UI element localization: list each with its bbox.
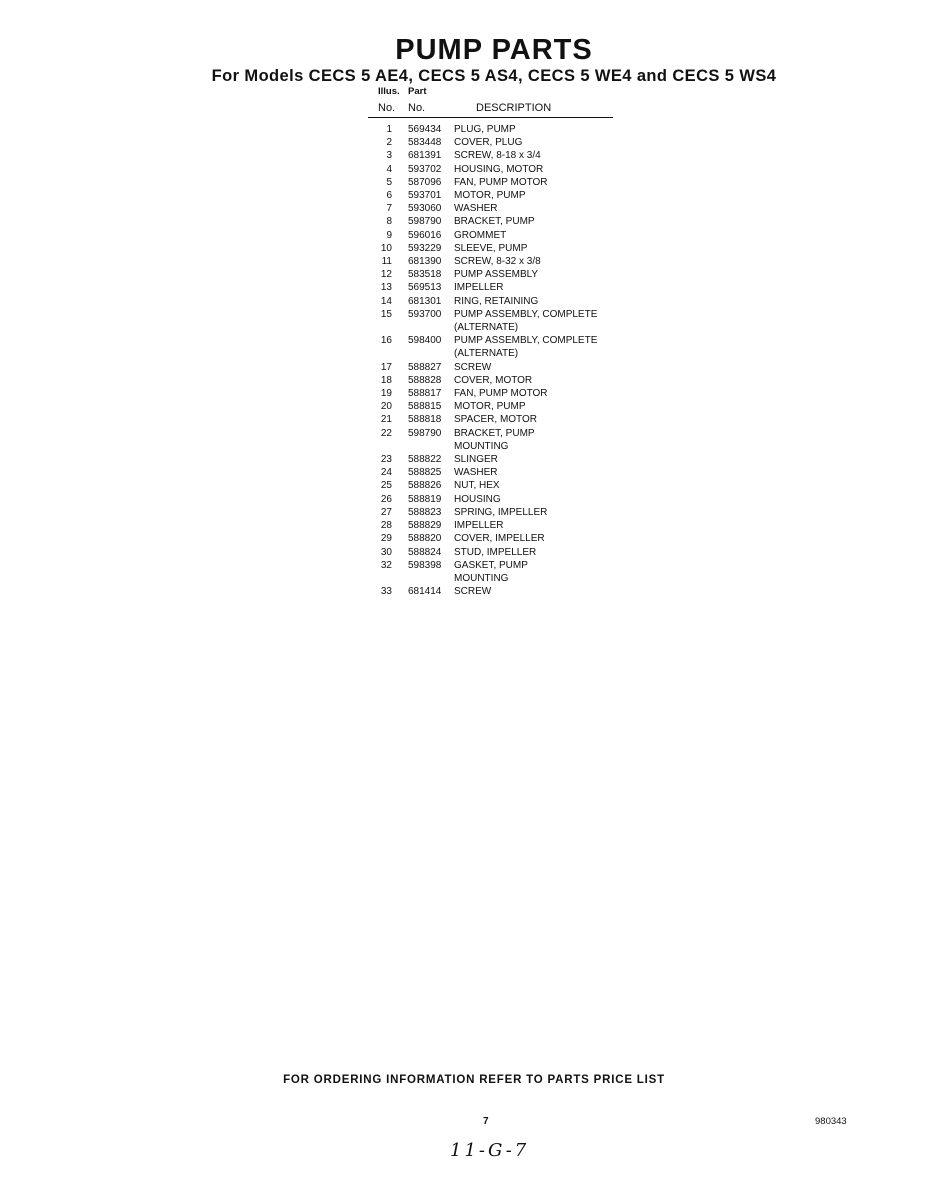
table-row <box>368 427 613 453</box>
part-description: STUD, IMPELLER <box>454 546 537 558</box>
part-number: 598400 <box>408 335 442 347</box>
table-row <box>368 295 613 308</box>
part-description: BRACKET, PUMP MOUNTING <box>454 427 535 452</box>
table-row <box>368 136 613 149</box>
handwritten-note: 11-G-7 <box>450 1140 530 1161</box>
header-illus-no: No. <box>378 102 396 114</box>
illus-number: 3 <box>386 150 392 162</box>
part-description: PUMP ASSEMBLY, COMPLETE (ALTERNATE) <box>454 335 598 360</box>
part-number: 588829 <box>408 520 442 532</box>
table-row <box>368 163 613 176</box>
table-row <box>368 466 613 479</box>
part-number: 569434 <box>408 124 442 135</box>
illus-number: 24 <box>380 467 392 479</box>
illus-number: 16 <box>380 335 392 347</box>
part-description: IMPELLER <box>454 520 504 532</box>
part-number: 569513 <box>408 282 442 294</box>
table-row <box>368 176 613 189</box>
illus-number: 30 <box>380 546 392 558</box>
illus-number: 23 <box>380 454 392 466</box>
illus-number: 13 <box>380 282 392 294</box>
illus-number: 19 <box>380 388 392 400</box>
part-description: GASKET, PUMP MOUNTING <box>454 559 528 584</box>
table-row <box>368 242 613 255</box>
illus-number: 28 <box>380 520 392 532</box>
table-row <box>368 281 613 294</box>
part-number: 588824 <box>408 546 442 558</box>
part-number: 681414 <box>408 586 442 598</box>
part-description: COVER, MOTOR <box>454 374 533 386</box>
illus-number: 15 <box>380 308 392 320</box>
part-description: SLINGER <box>454 454 498 466</box>
table-row <box>368 546 613 559</box>
part-description: HOUSING <box>454 493 501 505</box>
document-number: 980343 <box>815 1116 847 1127</box>
part-description: SPACER, MOTOR <box>454 414 537 426</box>
part-number: 583448 <box>408 137 442 149</box>
table-row <box>368 255 613 268</box>
parts-table <box>368 86 613 598</box>
part-description: GROMMET <box>454 229 507 241</box>
part-description: MOTOR, PUMP <box>454 401 526 413</box>
illus-number: 6 <box>386 190 392 202</box>
table-row <box>368 532 613 545</box>
table-row <box>368 453 613 466</box>
table-row <box>368 585 613 598</box>
table-row <box>368 400 613 413</box>
illus-number: 2 <box>386 137 392 149</box>
part-description: SCREW, 8-18 x 3/4 <box>454 150 541 162</box>
part-number: 598790 <box>408 216 442 228</box>
table-row <box>368 189 613 202</box>
illus-number: 29 <box>380 533 392 545</box>
part-number: 587096 <box>408 176 442 188</box>
illus-number: 8 <box>386 216 392 228</box>
illus-number: 21 <box>380 414 392 426</box>
table-body <box>368 123 613 598</box>
part-description: PUMP ASSEMBLY, COMPLETE (ALTERNATE) <box>454 308 598 334</box>
table-row <box>368 559 613 585</box>
header-illus: Illus. <box>378 86 400 97</box>
part-number: 681391 <box>408 150 442 162</box>
part-number: 588826 <box>408 480 442 492</box>
table-row <box>368 229 613 242</box>
part-description: BRACKET, PUMP <box>454 216 535 228</box>
part-description: MOTOR, PUMP <box>454 190 526 202</box>
part-number: 593702 <box>408 163 442 175</box>
part-number: 588820 <box>408 533 442 545</box>
part-number: 588818 <box>408 414 442 426</box>
illus-number: 10 <box>380 242 392 254</box>
illus-number: 1 <box>386 124 392 135</box>
part-number: 681301 <box>408 295 442 307</box>
illus-number: 17 <box>380 361 392 373</box>
table-row <box>368 123 613 136</box>
page-title: PUMP PARTS <box>395 34 593 66</box>
table-row <box>368 519 613 532</box>
part-description: SCREW, 8-32 x 3/8 <box>454 256 541 268</box>
illus-number: 9 <box>386 229 392 241</box>
ordering-note: FOR ORDERING INFORMATION REFER TO PARTS PRICE LIST <box>283 1074 665 1086</box>
table-row <box>368 268 613 281</box>
part-description: FAN, PUMP MOTOR <box>454 388 548 400</box>
part-number: 598398 <box>408 559 442 571</box>
table-row <box>368 361 613 374</box>
part-number: 588827 <box>408 361 442 373</box>
table-header-top <box>368 86 613 100</box>
part-description: COVER, PLUG <box>454 137 523 149</box>
header-description: DESCRIPTION <box>476 102 552 114</box>
table-header <box>368 100 613 118</box>
part-number: 588819 <box>408 493 442 505</box>
part-number: 583518 <box>408 269 442 281</box>
part-description: WASHER <box>454 203 498 215</box>
table-row <box>368 149 613 162</box>
part-number: 681390 <box>408 256 442 268</box>
part-number: 593701 <box>408 190 442 202</box>
table-row <box>368 308 613 334</box>
part-number: 588817 <box>408 388 442 400</box>
part-description: NUT, HEX <box>454 480 500 492</box>
table-row <box>368 493 613 506</box>
illus-number: 20 <box>380 401 392 413</box>
header-part: Part <box>408 86 427 97</box>
table-row <box>368 202 613 215</box>
part-description: SCREW <box>454 586 492 598</box>
illus-number: 22 <box>380 427 392 439</box>
illus-number: 33 <box>380 586 392 598</box>
models-subtitle: For Models CECS 5 AE4, CECS 5 AS4, CECS 5 WE4 and CECS 5 WS4 <box>211 67 777 85</box>
part-number: 588825 <box>408 467 442 479</box>
part-description: SPRING, IMPELLER <box>454 506 548 518</box>
part-description: RING, RETAINING <box>454 295 539 307</box>
part-description: IMPELLER <box>454 282 504 294</box>
part-number: 588828 <box>408 374 442 386</box>
part-description: SCREW <box>454 361 492 373</box>
table-row <box>368 215 613 228</box>
illus-number: 14 <box>380 295 392 307</box>
illus-number: 25 <box>380 480 392 492</box>
part-number: 593060 <box>408 203 442 215</box>
table-row <box>368 334 613 360</box>
table-row <box>368 506 613 519</box>
part-description: PLUG, PUMP <box>454 124 516 135</box>
part-number: 588823 <box>408 506 442 518</box>
illus-number: 27 <box>380 506 392 518</box>
page-number: 7 <box>483 1116 489 1127</box>
table-row <box>368 387 613 400</box>
illus-number: 4 <box>386 163 392 175</box>
illus-number: 18 <box>380 374 392 386</box>
part-description: PUMP ASSEMBLY <box>454 269 539 281</box>
header-part-no: No. <box>408 102 426 114</box>
part-number: 596016 <box>408 229 442 241</box>
illus-number: 32 <box>380 559 392 571</box>
table-row <box>368 479 613 492</box>
illus-number: 7 <box>386 203 392 215</box>
part-number: 593229 <box>408 242 442 254</box>
part-number: 593700 <box>408 308 442 320</box>
part-description: HOUSING, MOTOR <box>454 163 544 175</box>
table-row <box>368 374 613 387</box>
part-description: COVER, IMPELLER <box>454 533 545 545</box>
part-description: FAN, PUMP MOTOR <box>454 176 548 188</box>
table-row <box>368 413 613 426</box>
illus-number: 26 <box>380 493 392 505</box>
illus-number: 12 <box>380 269 392 281</box>
illus-number: 11 <box>381 256 392 268</box>
part-description: SLEEVE, PUMP <box>454 242 528 254</box>
part-number: 598790 <box>408 427 442 439</box>
part-number: 588822 <box>408 454 442 466</box>
illus-number: 5 <box>386 176 392 188</box>
part-description: WASHER <box>454 467 498 479</box>
part-number: 588815 <box>408 401 442 413</box>
